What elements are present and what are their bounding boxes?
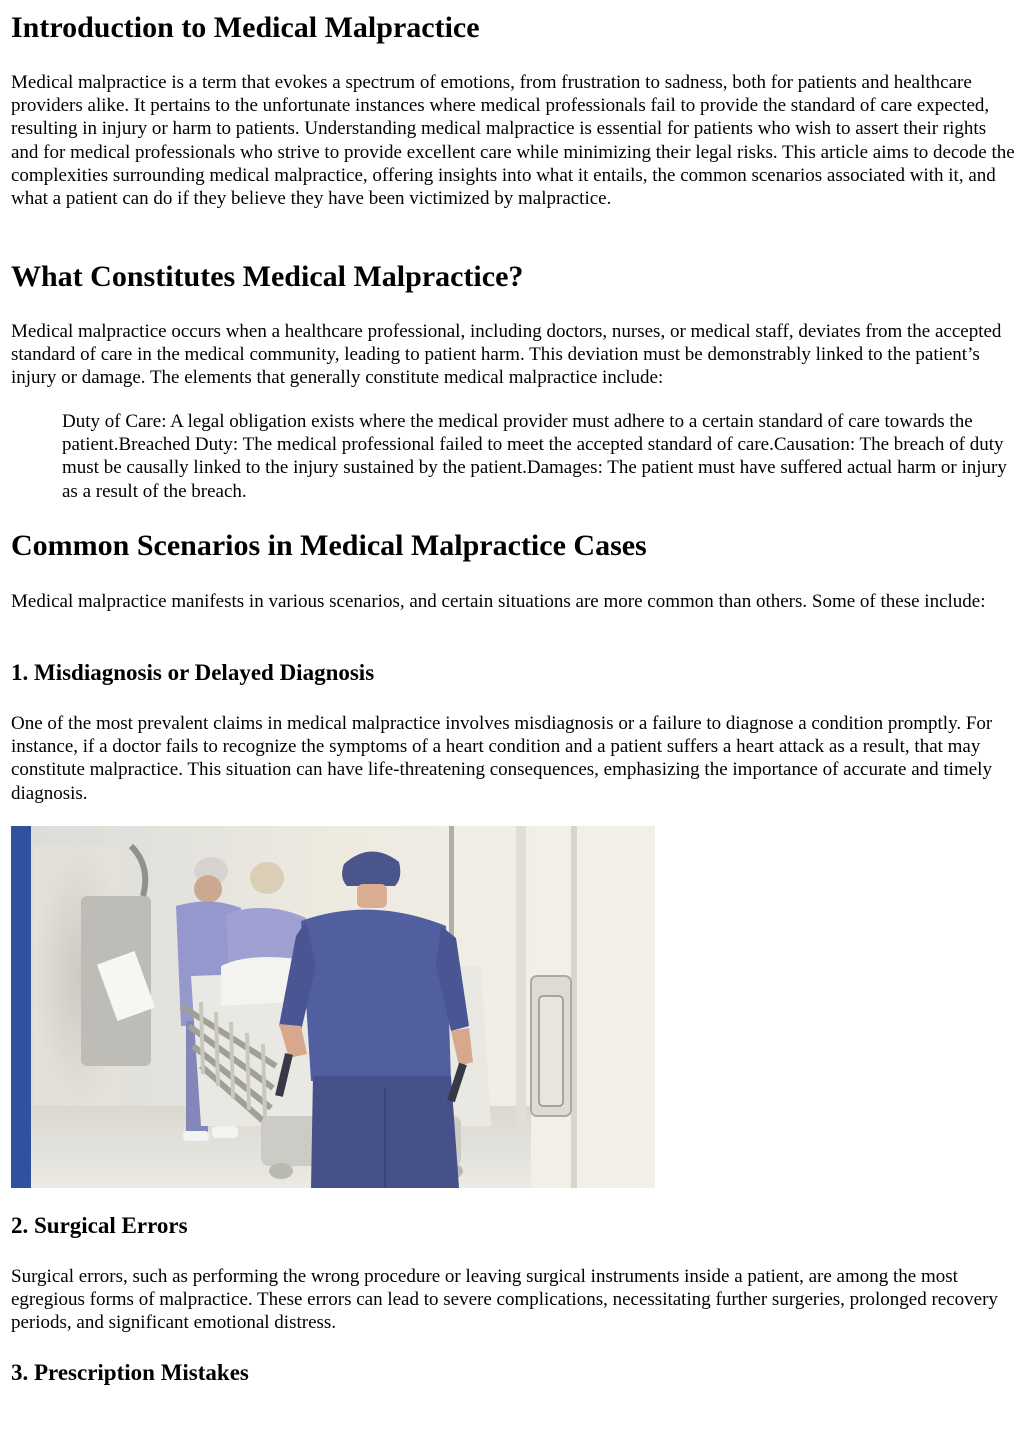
misdiagnosis-heading: 1. Misdiagnosis or Delayed Diagnosis <box>11 660 375 685</box>
intro-heading: Introduction to Medical Malpractice <box>11 11 480 44</box>
misdiagnosis-paragraph: One of the most prevalent claims in medical malpractice involves misdiagnosis or a failure to diagnose a condition promptly. For instance, if a doctor fails to recognize the symptoms of a heart condition and a patient suffers a heart attack as a result, that may constitute malpractice. This situation can have life-threatening consequences, emphasizing the importance of accurate and timely diagnosis. <box>11 713 993 804</box>
what-constitutes-heading: What Constitutes Medical Malpractice? <box>11 260 524 293</box>
surgical-errors-heading: 2. Surgical Errors <box>11 1213 188 1238</box>
hospital-staff-photo <box>11 826 655 1188</box>
surgical-errors-paragraph: Surgical errors, such as performing the wrong procedure or leaving surgical instruments inside a patient, are among the most egregious forms of malpractice. These errors can lead to severe complications, necessitating further surgeries, prolonged recovery periods, and significant emotional distress. <box>11 1266 998 1334</box>
what-constitutes-paragraph: Medical malpractice occurs when a healthcare professional, including doctors, nurses, or medical staff, deviates from the accepted standard of care in the medical community, leading to patient harm. This deviation must be demonstrably linked to the patient’s injury or damage. The elements that generally constitute medical malpractice include: <box>11 321 1002 389</box>
intro-paragraph: Medical malpractice is a term that evokes a spectrum of emotions, from frustration to sadness, both for patients and healthcare providers alike. It pertains to the unfortunate instances where medical professionals fail to provide the standard of care expected, resulting in injury or harm to patients. Understanding medical malpractice is essential for patients who wish to assert their rights and for medical professionals who strive to provide excellent care while minimizing their legal risks. This article aims to decode the complexities surrounding medical malpractice, offering insights into what it entails, the common scenarios associated with it, and what a patient can do if they believe they have been victimized by malpractice. <box>11 72 1015 210</box>
common-scenarios-heading: Common Scenarios in Medical Malpractice Cases <box>11 529 647 562</box>
malpractice-elements-quote: Duty of Care: A legal obligation exists where the medical provider must adhere to a certain standard of care towards the patient.Breached Duty: The medical professional failed to meet the accepted standard of care.Causation: The breach of duty must be causally linked to the injury sustained by the patient.Damages: The patient must have suffered actual harm or injury as a result of the breach. <box>62 411 1007 502</box>
common-scenarios-paragraph: Medical malpractice manifests in various scenarios, and certain situations are more common than others. Some of these include: <box>11 591 986 612</box>
prescription-mistakes-heading: 3. Prescription Mistakes <box>11 1360 249 1385</box>
